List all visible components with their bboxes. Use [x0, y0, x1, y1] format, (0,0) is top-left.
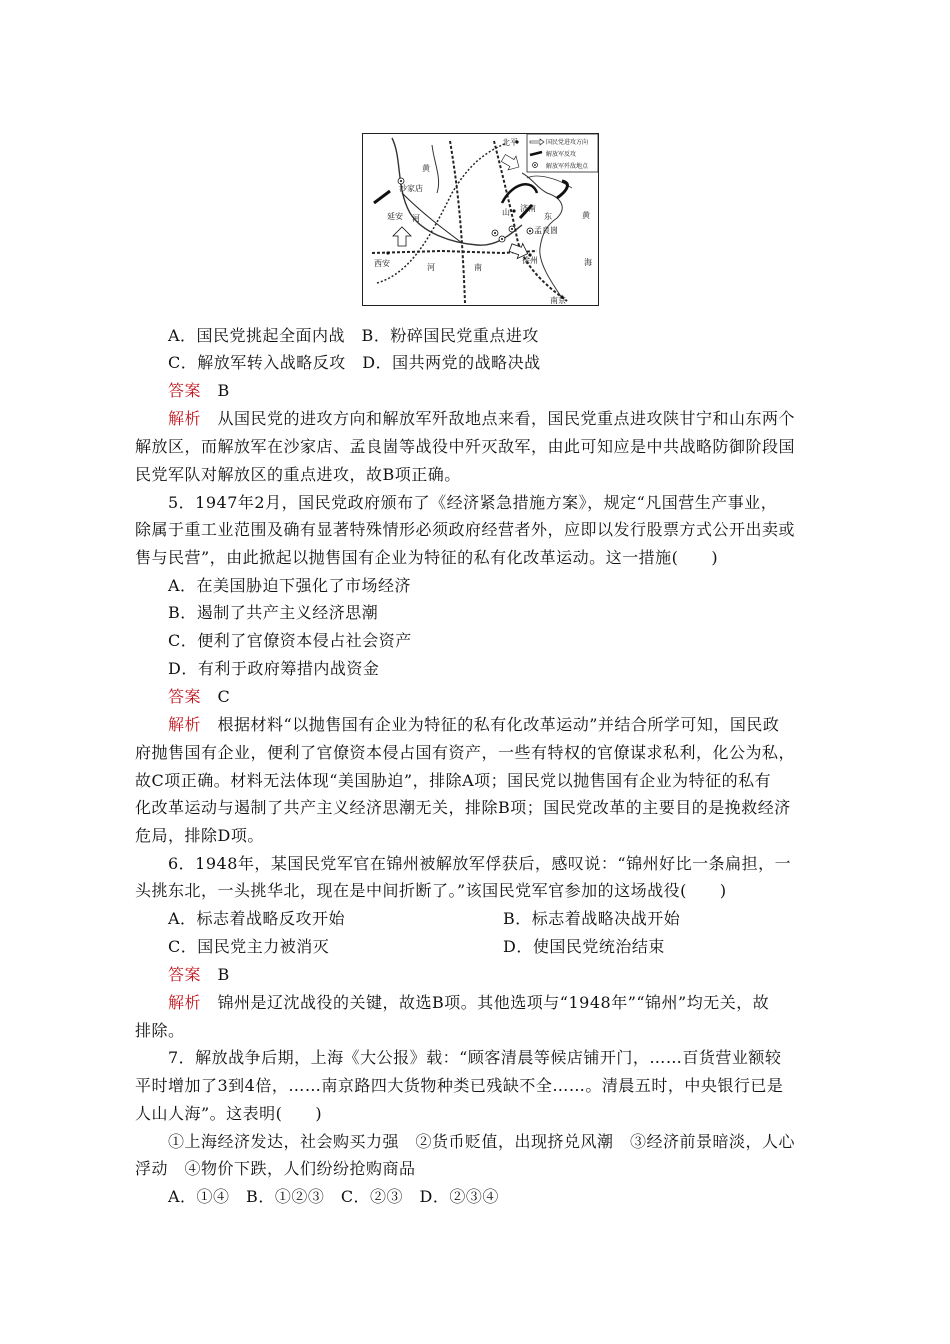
analysis-text: 锦州是辽沈战役的关键，故选B项。其他选项与“1948年”“锦州”均无关，故 — [217, 993, 770, 1012]
q5-stem-line1: 5．1947年2月，国民党政府颁布了《经济紧急措施方案》，规定“凡国营生产事业， — [168, 493, 778, 512]
label-xuzhou: 徐州 — [522, 256, 538, 265]
q6-stem-line1: 6．1948年，某国民党军官在锦州被解放军俘获后，感叹说：“锦州好比一条扁担，一 — [168, 854, 792, 873]
answer-value: B — [217, 965, 230, 984]
q7-items-line2: 浮动 ④物价下跌，人们纷纷抢购商品 — [135, 1159, 416, 1178]
q4-analysis-line2: 解放区，而解放军在沙家店、孟良崮等战役中歼灭敌军，由此可知应是中共战略防御阶段国 — [135, 437, 796, 456]
q4-answer — [168, 381, 230, 401]
label-huang-east: 黄 — [582, 211, 590, 220]
label-nanjing: 南京 — [550, 296, 566, 305]
war-map-figure — [362, 133, 599, 306]
q5-analysis-line2: 府抛售国有企业，便利了官僚资本侵占国有资产，一些有特权的官僚谋求私利，化公为私， — [135, 743, 796, 762]
legend-pla-annihilate: 解放军歼敌地点 — [546, 163, 589, 170]
q5-analysis-line3: 故C项正确。材料无法体现“美国胁迫”，排除A项；国民党以抛售国有企业为特征的私有 — [135, 771, 772, 790]
q6-answer — [168, 965, 230, 985]
analysis-text: 根据材料“以抛售国有企业为特征的私有化改革运动”并结合所学可知，国民政 — [217, 715, 780, 734]
answer-value: C — [217, 687, 231, 706]
q5-analysis-line5: 危局，排除D项。 — [135, 826, 264, 845]
q5-answer — [168, 687, 230, 707]
q4-options-line2: C．解放军转入战略反攻 D．国共两党的战略决战 — [168, 353, 541, 372]
label-yanan: 延安 — [387, 212, 403, 221]
label-huang-north: 黄 — [422, 164, 430, 173]
legend-kmt-attack: 国民党进攻方向 — [546, 139, 589, 146]
war-map-svg — [362, 133, 599, 306]
answer-label: 答案 — [168, 965, 202, 984]
q7-stem-line1: 7．解放战争后期，上海《大公报》载：“顾客清晨等候店铺开门，……百货营业额较 — [168, 1048, 782, 1067]
q5-stem-line3: 售与民营”，由此掀起以抛售国有企业为特征的私有化改革运动。这一措施( ) — [135, 548, 719, 567]
analysis-label: 解析 — [168, 715, 202, 734]
q6-stem-line2: 头挑东北，一头挑华北，现在是中间折断了。”该国民党军官参加的这场战役( ) — [135, 881, 727, 900]
label-nan-province: 南 — [474, 263, 482, 272]
q4-analysis-line3: 民党军队对解放区的重点进攻，故B项正确。 — [135, 465, 461, 484]
q6-analysis-line1 — [168, 993, 769, 1013]
q7-items-line1: ①上海经济发达，社会购买力强 ②货币贬值，出现挤兑风潮 ③经济前景暗淡，人心 — [168, 1132, 796, 1151]
q6-analysis-line2: 排除。 — [135, 1021, 185, 1040]
label-shan: 山 — [502, 208, 510, 217]
q5-option-b: B．遏制了共产主义经济思潮 — [168, 603, 379, 622]
label-he-river: 河 — [412, 214, 420, 223]
label-shajiadian: 沙家店 — [399, 184, 423, 193]
q5-option-d: D．有利于政府筹措内战资金 — [168, 659, 380, 678]
q5-option-c: C．便利了官僚资本侵占社会资产 — [168, 631, 412, 650]
analysis-label: 解析 — [168, 409, 202, 428]
q7-options: A．①④ B．①②③ C．②③ D．②③④ — [168, 1187, 499, 1206]
analysis-label: 解析 — [168, 993, 202, 1012]
label-xian: 西安 — [374, 259, 390, 268]
q7-stem-line3: 人山人海”。这表明( ) — [135, 1104, 323, 1123]
label-jinan: 济南 — [520, 204, 536, 213]
q6-option-b: B．标志着战略决战开始 — [503, 909, 681, 928]
q6-option-a: A．标志着战略反攻开始 — [168, 909, 346, 928]
q6-option-d: D．使国民党统治结束 — [503, 937, 665, 956]
label-hai: 海 — [584, 258, 592, 267]
answer-value: B — [217, 381, 230, 400]
legend-pla-counter: 解放军反攻 — [546, 151, 577, 158]
analysis-text: 从国民党的进攻方向和解放军歼敌地点来看，国民党重点进攻陕甘宁和山东两个 — [217, 409, 796, 428]
label-menglianggu: 孟良崮 — [534, 226, 558, 235]
answer-label: 答案 — [168, 381, 202, 400]
q6-option-c: C．国民党主力被消灭 — [168, 937, 330, 956]
q4-options-line1: A．国民党挑起全面内战 B．粉碎国民党重点进攻 — [168, 326, 539, 345]
q4-analysis-line1 — [168, 409, 795, 429]
label-he-province: 河 — [427, 263, 435, 272]
label-dong: 东 — [544, 212, 552, 221]
answer-label: 答案 — [168, 687, 202, 706]
q5-analysis-line1 — [168, 715, 779, 735]
q5-stem-line2: 除属于重工业范围及确有显著特殊情形必须政府经营者外，应即以发行股票方式公开出卖或 — [135, 520, 796, 539]
q5-analysis-line4: 化改革运动与遏制了共产主义经济思潮无关，排除B项；国民党改革的主要目的是挽救经济 — [135, 798, 791, 817]
q7-stem-line2: 平时增加了3到4倍，……南京路四大货物种类已残缺不全……。清晨五时，中央银行已是 — [135, 1076, 784, 1095]
q5-option-a: A．在美国胁迫下强化了市场经济 — [168, 576, 412, 595]
label-beiping: 北平 — [502, 138, 518, 147]
